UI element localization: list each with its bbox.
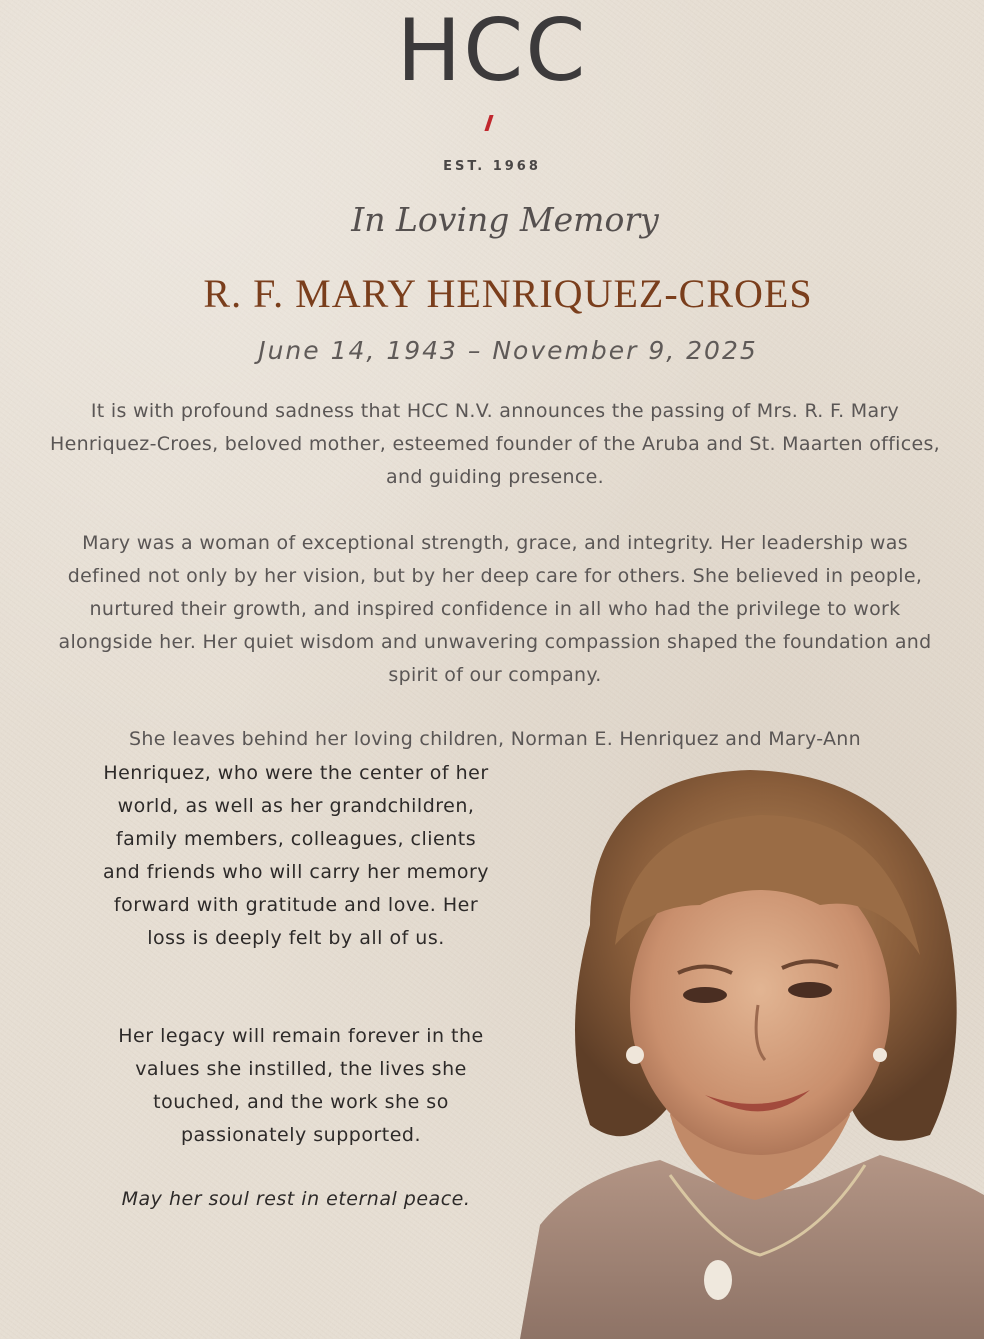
memorial-subtitle: In Loving Memory [351,200,659,239]
established-label: EST. 1968 [443,159,541,174]
portrait-photo-icon [520,755,984,1339]
memorial-dates: June 14, 1943 – November 9, 2025 [258,336,758,365]
company-logo [0,1,984,101]
logo-text: HCC [396,1,588,101]
closing-line: May her soul rest in eternal peace. [121,1188,471,1210]
memorial-name: R. F. MARY HENRIQUEZ-CROES [203,271,813,316]
family-paragraph: Henriquez, who were the center of her world, as well as her grandchildren, family members, colleagues, clients and friends who will carry her memory forward with gratitude and love. Her loss is deeply felt by all of us. [102,762,490,949]
tribute-paragraph: Mary was a woman of exceptional strength, grace, and integrity. Her leadership was defined not only by her vision, but by her deep care for others. She believed in people, nurtured their growth, and inspired confidence in all who had the privilege to work alongside her. Her quiet wisdom and unwavering compassion shaped the foundation and spirit of our company. [58,532,932,686]
family-paragraph-intro: She leaves behind her loving children, Norman E. Henriquez and Mary-Ann [129,728,861,750]
legacy-paragraph: Her legacy will remain forever in the values she instilled, the lives she touched, and the work she so passionately supported. [118,1025,484,1146]
announcement-paragraph: It is with profound sadness that HCC N.V. announces the passing of Mrs. R. F. Mary Henriquez-Croes, beloved mother, esteemed founder of the Aruba and St. Maarten offices, and guiding presence. [50,400,940,488]
